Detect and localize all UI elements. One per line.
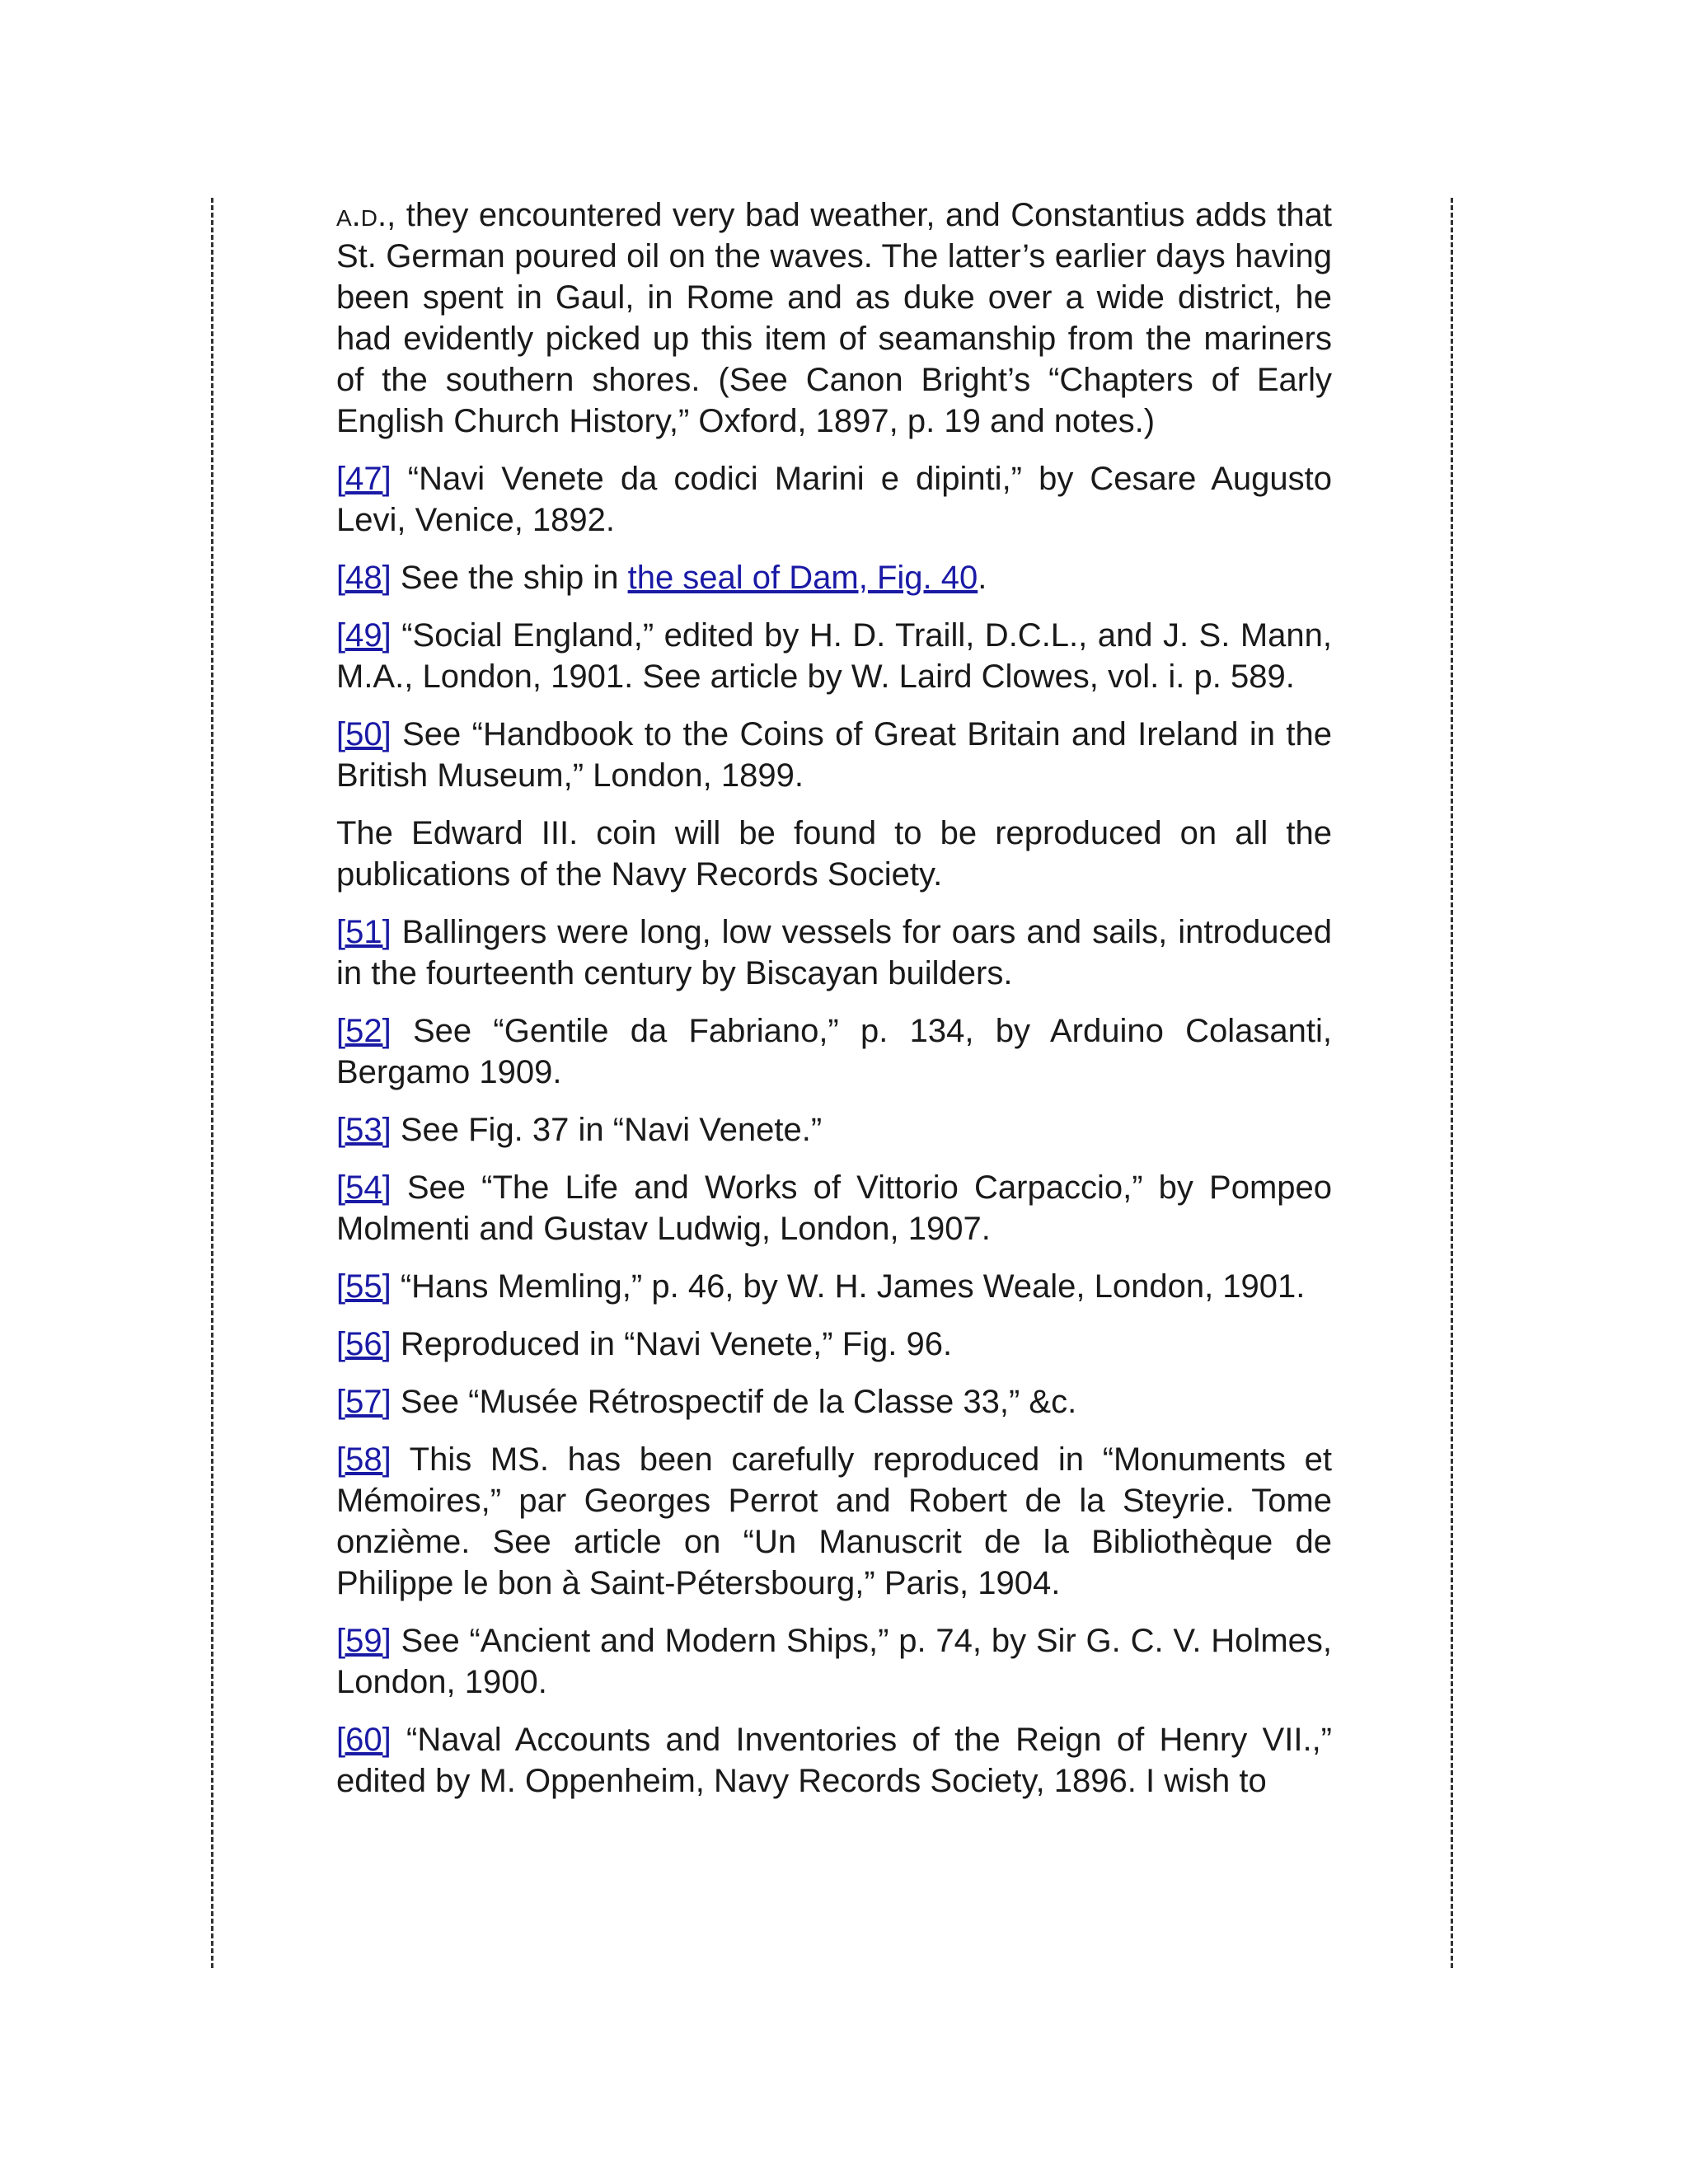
footnote-ref-50[interactable]: [50] <box>336 716 392 752</box>
footnote-ref-52[interactable]: [52] <box>336 1013 392 1049</box>
footnote-ref-54[interactable]: [54] <box>336 1169 392 1206</box>
footnote-47 <box>336 458 1332 541</box>
footnote-text: “Social England,” edited by H. D. Traill, D.C.L., and J. S. Mann, M.A., London, 1901. See article by W. Laird Clowes, vol. i. p. 589. <box>336 617 1332 695</box>
footnote-ref-57[interactable]: [57] <box>336 1384 392 1420</box>
seal-of-dam-link[interactable]: the seal of Dam, Fig. 40 <box>627 560 978 596</box>
footnote-text: “Hans Memling,” p. 46, by W. H. James Weale, London, 1901. <box>391 1268 1306 1305</box>
footnote-ref-60[interactable]: [60] <box>336 1722 392 1758</box>
footnote-ref-49[interactable]: [49] <box>336 617 392 654</box>
footnote-text: See “Musée Rétrospectif de la Classe 33,” &c. <box>391 1384 1077 1420</box>
footnote-ref-51[interactable]: [51] <box>336 914 392 950</box>
page-content <box>336 194 1332 1818</box>
footnote-text: See Fig. 37 in “Navi Venete.” <box>391 1112 823 1148</box>
footnote-60 <box>336 1719 1332 1802</box>
footnote-56 <box>336 1324 1332 1365</box>
continued-footnote-text: , they encountered very bad weather, and Constantius adds that St. German poured oil on the waves. The latter’s earlier days having been spent in Gaul, in Rome and as duke over a wide district, he had evidently picked up this item of seamanship from the mariners of the southern shores. (See Canon Bright’s “Chapters of Early English Church History,” Oxford, 1897, p. 19 and notes.) <box>336 197 1332 439</box>
footnote-ref-59[interactable]: [59] <box>336 1623 392 1659</box>
footnote-text: Reproduced in “Navi Venete,” Fig. 96. <box>391 1326 953 1362</box>
footnote-text: “Navi Venete da codici Marini e dipinti,” by Cesare Augusto Levi, Venice, 1892. <box>336 461 1332 538</box>
footnote-54 <box>336 1167 1332 1249</box>
footnote-text: Ballingers were long, low vessels for oars and sails, introduced in the fourteenth century by Biscayan builders. <box>336 914 1332 991</box>
footnote-text: “Naval Accounts and Inventories of the Reign of Henry VII.,” edited by M. Oppenheim, Navy Records Society, 1896. I wish to <box>336 1722 1332 1799</box>
footnote-48 <box>336 557 1332 598</box>
footnote-49 <box>336 615 1332 697</box>
footnote-52 <box>336 1010 1332 1093</box>
footnote-55 <box>336 1266 1332 1307</box>
footnote-58 <box>336 1439 1332 1604</box>
footnote-51 <box>336 912 1332 994</box>
era-abbreviation: a.d. <box>336 197 387 233</box>
footnote-ref-47[interactable]: [47] <box>336 461 392 497</box>
footnote-text: See “Handbook to the Coins of Great Britain and Ireland in the British Museum,” London, 1899. <box>336 716 1332 794</box>
footnote-text: This MS. has been carefully reproduced in “Monuments et Mémoires,” par Georges Perrot and Robert de la Steyrie. Tome onzième. See article on “Un Manuscrit de la Bibliothèque de Philippe le bon à Saint-Pétersbourg,” Paris, 1904. <box>336 1441 1332 1601</box>
left-dashed-border <box>211 198 213 1968</box>
footnote-50-continuation: The Edward III. coin will be found to be reproduced on all the publications of the Navy Records Society. <box>336 815 1332 893</box>
footnote-text-end: . <box>978 560 987 596</box>
right-dashed-border <box>1451 198 1453 1968</box>
footnote-text: See the ship in <box>391 560 628 596</box>
continued-footnote <box>336 194 1332 442</box>
footnote-53 <box>336 1109 1332 1151</box>
footnote-ref-56[interactable]: [56] <box>336 1326 392 1362</box>
footnote-ref-53[interactable]: [53] <box>336 1112 392 1148</box>
footnote-ref-58[interactable]: [58] <box>336 1441 392 1478</box>
footnote-59 <box>336 1620 1332 1703</box>
footnote-text: See “Ancient and Modern Ships,” p. 74, by Sir G. C. V. Holmes, London, 1900. <box>336 1623 1332 1700</box>
footnote-50 <box>336 714 1332 796</box>
footnote-57 <box>336 1381 1332 1422</box>
footnote-text: See “The Life and Works of Vittorio Carpaccio,” by Pompeo Molmenti and Gustav Ludwig, London, 1907. <box>336 1169 1332 1247</box>
footnote-ref-55[interactable]: [55] <box>336 1268 392 1305</box>
footnote-text: See “Gentile da Fabriano,” p. 134, by Arduino Colasanti, Bergamo 1909. <box>336 1013 1332 1090</box>
footnote-ref-48[interactable]: [48] <box>336 560 392 596</box>
